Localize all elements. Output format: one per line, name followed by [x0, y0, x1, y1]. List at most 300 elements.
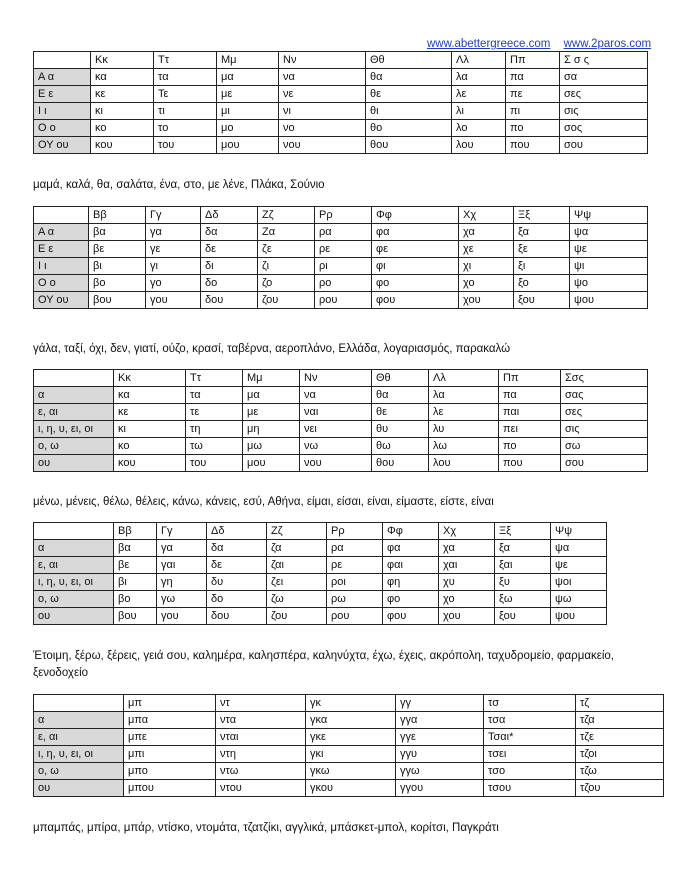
table-cell: λα	[452, 69, 506, 86]
table-header-row	[34, 207, 648, 224]
table-cell: γγω	[396, 763, 484, 780]
table-cell: ντω	[216, 763, 306, 780]
table-cell: κο	[114, 438, 186, 455]
table-cell: ζο	[258, 275, 315, 292]
table-cell: θα	[366, 69, 452, 86]
table-row	[34, 540, 607, 557]
table-cell: χο	[439, 591, 495, 608]
row-label: α	[34, 387, 114, 404]
table-cell: ψο	[570, 275, 648, 292]
table-cell: μπι	[124, 746, 216, 763]
table-row	[34, 137, 648, 154]
table-cell: βι	[89, 258, 146, 275]
table-cell: που	[499, 455, 561, 472]
table-header-cell: Ββ	[114, 523, 157, 540]
table-cell: κα	[91, 69, 154, 86]
row-label: ο, ω	[34, 763, 124, 780]
table-cell: νου	[300, 455, 372, 472]
table-header-cell: Κκ	[91, 52, 154, 69]
table-cell: γκε	[306, 729, 396, 746]
practice-words-1: μαμά, καλά, θα, σαλάτα, ένα, στο, με λένε, Πλάκα, Σούνιο	[33, 179, 325, 191]
table-cell: θυ	[372, 421, 429, 438]
table-cell	[34, 370, 114, 387]
table-cell: λε	[429, 404, 499, 421]
table-row	[34, 780, 664, 797]
table-cell: βου	[114, 608, 157, 625]
table-cell: σας	[561, 387, 648, 404]
table-cell: να	[300, 387, 372, 404]
table-cell: ρε	[315, 241, 372, 258]
table-cell: φε	[372, 241, 459, 258]
table-header-cell: Χχ	[439, 523, 495, 540]
table-cell: ρα	[315, 224, 372, 241]
table-cell: τσου	[484, 780, 576, 797]
table-cell: δε	[207, 557, 267, 574]
table-cell: κου	[114, 455, 186, 472]
table-cell: ξου	[495, 608, 551, 625]
table-header-cell: ντ	[216, 695, 306, 712]
table-header-cell: Δδ	[207, 523, 267, 540]
table-row	[34, 763, 664, 780]
table-cell: γγε	[396, 729, 484, 746]
table-cell: θι	[366, 103, 452, 120]
table-cell: μη	[243, 421, 300, 438]
table-header-cell: Λλ	[429, 370, 499, 387]
table-cell: ψου	[551, 608, 607, 625]
table-header-cell: Γγ	[157, 523, 207, 540]
table-cell: ρι	[315, 258, 372, 275]
table-cell: ρα	[327, 540, 383, 557]
table-cell: με	[217, 86, 279, 103]
table-cell: μα	[243, 387, 300, 404]
table-cell: ψε	[551, 557, 607, 574]
row-label: Ο ο	[34, 120, 91, 137]
table-cell: ροι	[327, 574, 383, 591]
table-cell: τζου	[576, 780, 664, 797]
table-cell: φι	[372, 258, 459, 275]
table-cell: ξε	[514, 241, 570, 258]
table-cell: μπε	[124, 729, 216, 746]
table-cell: νε	[279, 86, 366, 103]
table-cell: λου	[429, 455, 499, 472]
table-cell: νω	[300, 438, 372, 455]
table-header-cell: Ξξ	[514, 207, 570, 224]
table-row	[34, 86, 648, 103]
table-cell: δα	[207, 540, 267, 557]
table-cell: χο	[459, 275, 514, 292]
table-header-cell: τσ	[484, 695, 576, 712]
table-cell: γι	[146, 258, 201, 275]
table-cell: ντου	[216, 780, 306, 797]
table-cell: γκι	[306, 746, 396, 763]
table-header-cell: Κκ	[114, 370, 186, 387]
table-header-cell: μπ	[124, 695, 216, 712]
row-label: α	[34, 540, 114, 557]
table-cell: ψε	[570, 241, 648, 258]
table-cell: κι	[91, 103, 154, 120]
table-cell: σες	[561, 404, 648, 421]
table-row	[34, 275, 648, 292]
table-cell: το	[154, 120, 217, 137]
table-cell: παι	[499, 404, 561, 421]
table-cell: χου	[439, 608, 495, 625]
table-cell: θε	[366, 86, 452, 103]
table-cell: ξα	[495, 540, 551, 557]
row-label: ΟΥ ου	[34, 292, 89, 309]
table-cell: θα	[372, 387, 429, 404]
table-cell: ξου	[514, 292, 570, 309]
table-header-cell: Μμ	[217, 52, 279, 69]
table-cell: σου	[560, 137, 648, 154]
table-cell: σος	[560, 120, 648, 137]
row-label: Ι ι	[34, 103, 91, 120]
table-cell: ντη	[216, 746, 306, 763]
syllable-table-2	[33, 206, 648, 309]
table-cell: γου	[146, 292, 201, 309]
table-cell: μου	[243, 455, 300, 472]
table-cell: χε	[459, 241, 514, 258]
table-cell: γκα	[306, 712, 396, 729]
table-cell: τω	[186, 438, 243, 455]
table-row	[34, 591, 607, 608]
table-cell: φαι	[383, 557, 439, 574]
table-cell: τσα	[484, 712, 576, 729]
table-cell: δο	[207, 591, 267, 608]
table-cell: ψα	[551, 540, 607, 557]
table-cell: σις	[561, 421, 648, 438]
table-cell: λο	[452, 120, 506, 137]
table-cell: ξο	[514, 275, 570, 292]
row-label: ο, ω	[34, 438, 114, 455]
table-cell: πα	[506, 69, 560, 86]
table-cell: κι	[114, 421, 186, 438]
table-cell: θε	[372, 404, 429, 421]
table-cell: σις	[560, 103, 648, 120]
syllable-table-3	[33, 369, 648, 472]
table-cell: γω	[157, 591, 207, 608]
table-cell: λου	[452, 137, 506, 154]
table-cell: πε	[506, 86, 560, 103]
table-cell: βι	[114, 574, 157, 591]
table-cell: κου	[91, 137, 154, 154]
table-cell: ρω	[327, 591, 383, 608]
table-cell: ζαι	[267, 557, 327, 574]
header-links	[427, 38, 651, 50]
table-cell: γκου	[306, 780, 396, 797]
table-cell: ζε	[258, 241, 315, 258]
table-cell: φο	[383, 591, 439, 608]
table-header-cell: Ψψ	[551, 523, 607, 540]
table-cell: τη	[186, 421, 243, 438]
table-header-cell: Θθ	[366, 52, 452, 69]
table-cell: ξυ	[495, 574, 551, 591]
table-cell: μπα	[124, 712, 216, 729]
table-cell: τα	[186, 387, 243, 404]
table-header-cell: Ππ	[506, 52, 560, 69]
table-cell	[34, 207, 89, 224]
table-cell: βα	[114, 540, 157, 557]
row-label: ε, αι	[34, 404, 114, 421]
table-cell: ζα	[267, 540, 327, 557]
table-cell: μπου	[124, 780, 216, 797]
table-cell: τε	[186, 404, 243, 421]
table-header-cell: Ρρ	[327, 523, 383, 540]
row-label: ε, αι	[34, 729, 124, 746]
table-cell: λα	[429, 387, 499, 404]
table-cell: θο	[366, 120, 452, 137]
table-cell: πει	[499, 421, 561, 438]
table-cell: χα	[459, 224, 514, 241]
table-cell: γγου	[396, 780, 484, 797]
table-cell: χι	[459, 258, 514, 275]
table-cell: Ζα	[258, 224, 315, 241]
table-cell: σες	[560, 86, 648, 103]
table-row	[34, 120, 648, 137]
table-cell: γγυ	[396, 746, 484, 763]
table-cell: ψι	[570, 258, 648, 275]
table-cell: λω	[429, 438, 499, 455]
table-row	[34, 241, 648, 258]
table-header-row	[34, 695, 664, 712]
table-cell: κε	[114, 404, 186, 421]
row-label: α	[34, 712, 124, 729]
table-cell: ξι	[514, 258, 570, 275]
table-header-cell: Θθ	[372, 370, 429, 387]
table-cell: γο	[146, 275, 201, 292]
table-cell: φο	[372, 275, 459, 292]
table-cell: μπο	[124, 763, 216, 780]
table-cell: κα	[114, 387, 186, 404]
table-cell: γε	[146, 241, 201, 258]
row-label: ε, αι	[34, 557, 114, 574]
practice-words-3: μένω, μένεις, θέλω, θέλεις, κάνω, κάνεις, εσύ, Αθήνα, είμαι, είσαι, είναι, είμαστε, είστε, είναι	[33, 496, 494, 508]
table-cell: μω	[243, 438, 300, 455]
table-cell: ντα	[216, 712, 306, 729]
table-cell: ψα	[570, 224, 648, 241]
table-row	[34, 387, 648, 404]
table-header-cell: Ζζ	[258, 207, 315, 224]
row-label: ΟΥ ου	[34, 137, 91, 154]
table-header-cell: Μμ	[243, 370, 300, 387]
link-2paros[interactable]: www.2paros.com	[563, 38, 652, 50]
table-cell: ξα	[514, 224, 570, 241]
table-cell: ζου	[267, 608, 327, 625]
table-cell: χυ	[439, 574, 495, 591]
table-cell: λι	[452, 103, 506, 120]
table-header-cell: γκ	[306, 695, 396, 712]
table-cell: φου	[372, 292, 459, 309]
table-cell: νει	[300, 421, 372, 438]
table-cell: ρο	[315, 275, 372, 292]
table-cell: γγα	[396, 712, 484, 729]
table-cell: ψου	[570, 292, 648, 309]
table-cell: πι	[506, 103, 560, 120]
row-label: Α α	[34, 69, 91, 86]
table-cell: βε	[89, 241, 146, 258]
table-cell: ζει	[267, 574, 327, 591]
table-row	[34, 608, 607, 625]
syllable-table-4	[33, 522, 607, 625]
table-cell: τα	[154, 69, 217, 86]
table-cell: δου	[201, 292, 258, 309]
table-header-cell: Ππ	[499, 370, 561, 387]
table-cell: γαι	[157, 557, 207, 574]
table-cell: γη	[157, 574, 207, 591]
table-cell	[34, 695, 124, 712]
table-header-cell: γγ	[396, 695, 484, 712]
row-label: ι, η, υ, ει, οι	[34, 421, 114, 438]
table-cell: κο	[91, 120, 154, 137]
table-cell: δο	[201, 275, 258, 292]
table-cell: βου	[89, 292, 146, 309]
table-cell: να	[279, 69, 366, 86]
table-header-cell: Δδ	[201, 207, 258, 224]
table-cell: ρε	[327, 557, 383, 574]
practice-words-4: Έτοιμη, ξέρω, ξέρεις, γειά σου, καλημέρα, καλησπέρα, καληνύχτα, έχω, έχεις, ακρόπολη, ταχυδρομείο, φαρμακείο, ξενοδοχείο	[33, 650, 614, 679]
table-row	[34, 404, 648, 421]
table-header-cell: Ββ	[89, 207, 146, 224]
table-cell: δε	[201, 241, 258, 258]
table-cell: ρου	[315, 292, 372, 309]
table-row	[34, 574, 607, 591]
table-cell: μι	[217, 103, 279, 120]
syllable-table-5	[33, 694, 664, 797]
table-cell: σου	[561, 455, 648, 472]
row-label: Ι ι	[34, 258, 89, 275]
table-cell: μου	[217, 137, 279, 154]
row-label: Α α	[34, 224, 89, 241]
table-cell: γα	[157, 540, 207, 557]
table-cell: ζου	[258, 292, 315, 309]
table-cell: χα	[439, 540, 495, 557]
table-cell: με	[243, 404, 300, 421]
table-cell: σω	[561, 438, 648, 455]
table-cell: πο	[506, 120, 560, 137]
table-cell: δα	[201, 224, 258, 241]
link-abettergreece[interactable]: www.abettergreece.com	[427, 38, 551, 50]
table-header-row	[34, 52, 648, 69]
table-cell: φου	[383, 608, 439, 625]
table-cell: πο	[499, 438, 561, 455]
table-header-cell: Γγ	[146, 207, 201, 224]
table-row	[34, 421, 648, 438]
table-cell: τζοι	[576, 746, 664, 763]
table-row	[34, 712, 664, 729]
table-cell: ζω	[267, 591, 327, 608]
table-cell: βε	[114, 557, 157, 574]
table-cell: που	[506, 137, 560, 154]
table-row	[34, 224, 648, 241]
table-cell: βο	[89, 275, 146, 292]
table-row	[34, 258, 648, 275]
table-cell	[34, 52, 91, 69]
table-cell: τσο	[484, 763, 576, 780]
table-cell: φα	[372, 224, 459, 241]
table-cell: ζι	[258, 258, 315, 275]
table-cell: φα	[383, 540, 439, 557]
table-header-cell: Ζζ	[267, 523, 327, 540]
table-header-cell: Χχ	[459, 207, 514, 224]
table-header-row	[34, 370, 648, 387]
table-header-row	[34, 523, 607, 540]
row-label: ο, ω	[34, 591, 114, 608]
syllable-table-1	[33, 51, 648, 154]
table-header-cell: Φφ	[372, 207, 459, 224]
row-label: Ο ο	[34, 275, 89, 292]
table-cell: τι	[154, 103, 217, 120]
table-cell: γα	[146, 224, 201, 241]
table-cell: γκω	[306, 763, 396, 780]
table-cell: μα	[217, 69, 279, 86]
table-cell: θω	[372, 438, 429, 455]
table-header-cell: Σσς	[561, 370, 648, 387]
table-cell: σα	[560, 69, 648, 86]
table-cell: ψοι	[551, 574, 607, 591]
table-row	[34, 455, 648, 472]
table-cell: νο	[279, 120, 366, 137]
table-header-cell: Νν	[279, 52, 366, 69]
table-cell: ρου	[327, 608, 383, 625]
table-cell: χαι	[439, 557, 495, 574]
table-cell: δι	[201, 258, 258, 275]
row-label: ου	[34, 608, 114, 625]
table-header-cell: Σ σ ς	[560, 52, 648, 69]
table-header-cell: Ψψ	[570, 207, 648, 224]
table-cell: θου	[372, 455, 429, 472]
table-cell: νου	[279, 137, 366, 154]
table-row	[34, 746, 664, 763]
row-label: ι, η, υ, ει, οι	[34, 746, 124, 763]
row-label: Ε ε	[34, 86, 91, 103]
table-header-cell: Νν	[300, 370, 372, 387]
table-row	[34, 69, 648, 86]
table-header-cell: Ττ	[186, 370, 243, 387]
table-cell: τσει	[484, 746, 576, 763]
table-header-cell: Ττ	[154, 52, 217, 69]
table-cell: λε	[452, 86, 506, 103]
table-header-cell: Ξξ	[495, 523, 551, 540]
table-cell: του	[154, 137, 217, 154]
table-header-cell: Λλ	[452, 52, 506, 69]
table-cell: ψω	[551, 591, 607, 608]
row-label: ι, η, υ, ει, οι	[34, 574, 114, 591]
table-cell: ξαι	[495, 557, 551, 574]
row-label: ου	[34, 780, 124, 797]
table-row	[34, 103, 648, 120]
table-cell: νι	[279, 103, 366, 120]
practice-words-5: μπαμπάς, μπίρα, μπάρ, ντίσκο, ντομάτα, τζατζίκι, αγγλικά, μπάσκετ-μπολ, κορίτσι, Παγκράτι	[33, 822, 499, 834]
table-cell: Τε	[154, 86, 217, 103]
table-cell: Τσαι*	[484, 729, 576, 746]
table-cell: τζε	[576, 729, 664, 746]
table-row	[34, 292, 648, 309]
table-cell: δου	[207, 608, 267, 625]
table-cell: βα	[89, 224, 146, 241]
table-cell: νται	[216, 729, 306, 746]
table-cell: φη	[383, 574, 439, 591]
row-label: Ε ε	[34, 241, 89, 258]
table-cell: του	[186, 455, 243, 472]
table-cell: γου	[157, 608, 207, 625]
table-cell	[34, 523, 114, 540]
row-label: ου	[34, 455, 114, 472]
table-header-cell: τζ	[576, 695, 664, 712]
table-row	[34, 729, 664, 746]
table-cell: μο	[217, 120, 279, 137]
practice-words-2: γάλα, ταξί, όχι, δεν, γιατί, ούζο, κρασί, ταβέρνα, αεροπλάνο, Ελλάδα, λογαριασμός, παρακαλώ	[33, 343, 511, 355]
table-cell: ξω	[495, 591, 551, 608]
table-cell: τζα	[576, 712, 664, 729]
